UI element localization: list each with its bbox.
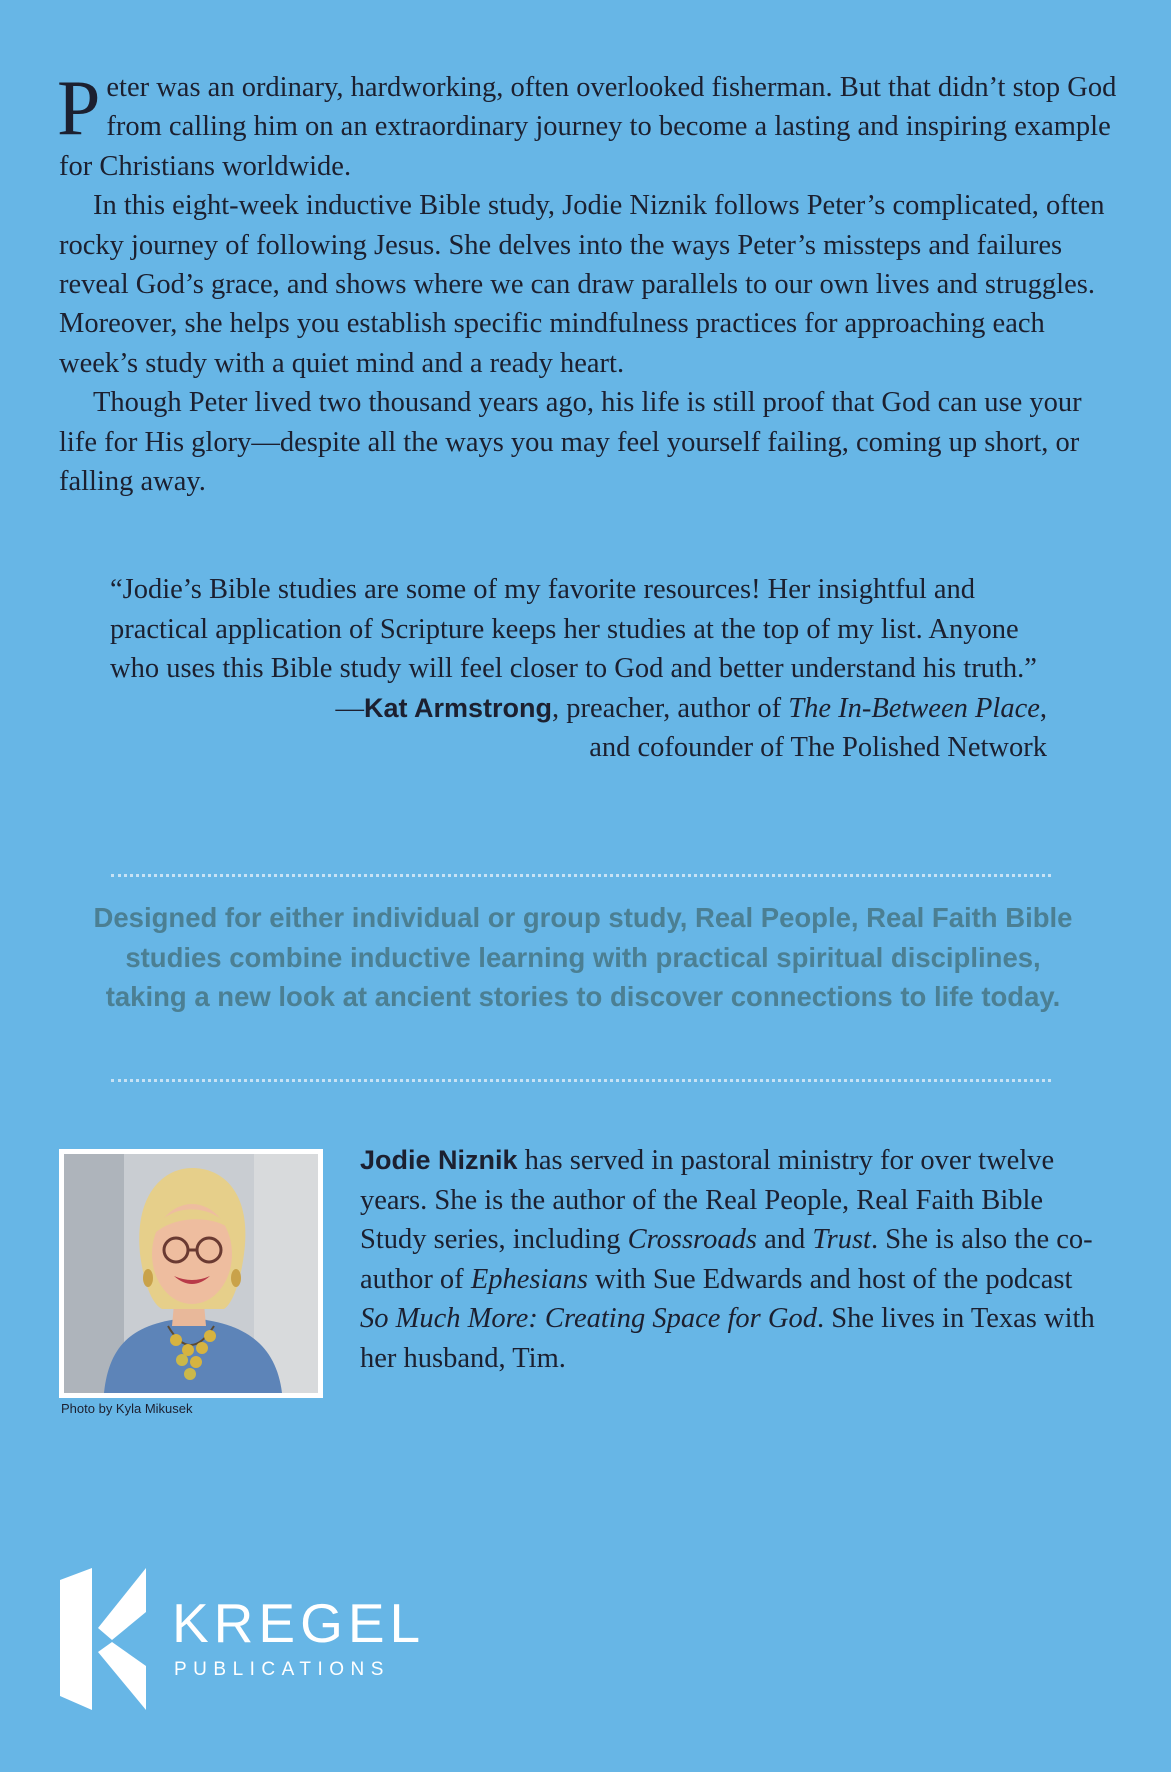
- kregel-logo-mark-icon: [60, 1568, 152, 1710]
- bio-text-3: . She is also the co-author of: [360, 1224, 1093, 1295]
- series-description: Designed for either individual or group study, Real People, Real Faith Bible studies combine inductive learning with practical spiritual disciplines, taking a new look at ancient stories to discover connections to life today.: [93, 902, 1073, 1012]
- description-paragraph-1-text: eter was an ordinary, hardworking, often overlooked fisherman. But that didn’t stop God from calling him on an extraordinary journey to become a lasting and inspiring example for Christians worldwide.: [59, 72, 1117, 182]
- bio-text-2: and: [756, 1224, 813, 1255]
- bio-book-ephesians: Ephesians: [470, 1263, 588, 1295]
- publisher-logo: [60, 1568, 460, 1718]
- endorsement-attribution: [110, 689, 1050, 768]
- description-paragraph-1: [57, 64, 1121, 186]
- bio-text-5: . She lives in Texas with her husband, Tim.: [360, 1303, 1095, 1374]
- photo-credit: Photo by Kyla Mikusek: [61, 1401, 193, 1416]
- bio-text-4: with Sue Edwards and host of the podcast: [587, 1263, 1073, 1295]
- bio-book-trust: Trust: [812, 1224, 871, 1255]
- book-description: [57, 64, 1121, 501]
- endorser-role-line-2: and cofounder of The Polished Network: [589, 732, 1047, 763]
- dotted-divider-top: [111, 874, 1051, 877]
- endorsement: [110, 570, 1050, 768]
- dotted-divider-bottom: [111, 1079, 1051, 1082]
- endorsement-quote: “Jodie’s Bible studies are some of my favorite resources! Her insightful and practical application of Scripture keeps her studies at the top of my list. Anyone who uses this Bible study will feel closer to God and better understand his truth.”: [110, 574, 1037, 684]
- endorser-book-title: The In-Between Place: [788, 692, 1040, 724]
- description-paragraph-2: In this eight-week inductive Bible study, Jodie Niznik follows Peter’s complicated, often rocky journey of following Jesus. She delves into the ways Peter’s missteps and failures reveal God’s grace, and shows where we can draw parallels to our own lives and struggles. Moreover, she helps you establish specific mindfulness practices for approaching each week’s study with a quiet mind and a ready heart.: [59, 190, 1105, 379]
- endorser-role: , preacher, author of: [551, 692, 789, 724]
- author-portrait-image: [64, 1154, 318, 1393]
- author-photo: [59, 1149, 323, 1398]
- description-paragraph-3: Though Peter lived two thousand years ago, his life is still proof that God can use your life for His glory—despite all the ways you may feel yourself failing, coming up short, or falling away.: [59, 387, 1082, 498]
- bio-text-1: has served in pastoral ministry for over twelve years. She is the author of the Real People, Real Faith Bible Study series, including: [360, 1145, 1055, 1255]
- bio-book-crossroads: Crossroads: [627, 1224, 757, 1255]
- author-name: Jodie Niznik: [360, 1145, 518, 1175]
- bio-podcast-title: So Much More: Creating Space for God: [360, 1303, 817, 1334]
- endorser-role-suffix: ,: [1039, 692, 1047, 724]
- endorser-name: Kat Armstrong: [363, 692, 552, 723]
- drop-cap: P: [57, 64, 101, 151]
- publisher-name: KREGEL: [172, 1592, 426, 1654]
- publisher-subtitle: PUBLICATIONS: [174, 1659, 390, 1680]
- attribution-dash: —: [335, 692, 364, 724]
- author-bio: [360, 1141, 1100, 1378]
